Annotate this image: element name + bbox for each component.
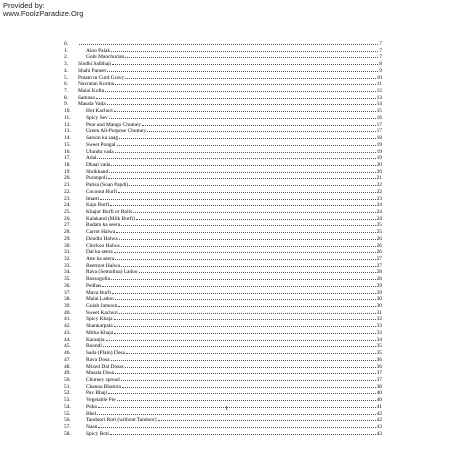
toc-dot-leader xyxy=(114,322,376,327)
toc-entry-page: 43 xyxy=(376,423,382,430)
toc-entry-number: 56. xyxy=(64,417,71,424)
toc-entry-number: 52. xyxy=(64,390,71,397)
toc-entry-title: Sweet Pongal xyxy=(86,141,116,148)
toc-dot-leader xyxy=(115,369,376,374)
toc-dot-leader xyxy=(119,235,376,240)
toc-entry-number: 3. xyxy=(64,61,69,68)
toc-dot-leader xyxy=(114,315,376,320)
toc-dot-leader xyxy=(111,356,376,361)
toc-entry-number: 24. xyxy=(64,202,71,209)
toc-dot-leader xyxy=(125,53,378,58)
toc-entry-page: 28 xyxy=(376,276,382,283)
toc-entry-page: 23 xyxy=(376,195,382,202)
toc-entry-number: 5. xyxy=(64,74,69,81)
toc-entry[interactable] xyxy=(64,289,382,296)
toc-entry[interactable] xyxy=(64,100,382,107)
toc-entry-title: Spicy Khaja xyxy=(86,316,113,323)
toc-entry-page: 35 xyxy=(376,343,382,350)
toc-entry-title: Boondi xyxy=(86,343,102,350)
toc-entry-page: 30 xyxy=(376,303,382,310)
toc-entry-page: 19 xyxy=(376,148,382,155)
toc-entry-number: 37. xyxy=(64,289,71,296)
toc-entry-title: Shrikhand xyxy=(86,168,109,175)
toc-entry[interactable] xyxy=(64,74,382,81)
toc-entry[interactable] xyxy=(64,87,382,94)
toc-entry-page: 42 xyxy=(376,417,382,424)
toc-dot-leader xyxy=(142,121,376,126)
toc-dot-leader xyxy=(121,242,376,247)
toc-entry[interactable] xyxy=(64,282,382,289)
toc-entry-number: 26. xyxy=(64,215,71,222)
toc-entry[interactable] xyxy=(64,60,382,67)
toc-dot-leader xyxy=(121,376,376,381)
toc-entry-title: Puranpoli xyxy=(86,175,107,182)
toc-entry-title: Pear and Mango Chutney xyxy=(86,121,141,128)
toc-entry-number: 16. xyxy=(64,148,71,155)
toc-entry-number: 8. xyxy=(64,94,69,101)
toc-entry-page: 30 xyxy=(376,296,382,303)
toc-dot-leader xyxy=(115,295,376,300)
toc-dot-leader xyxy=(110,201,375,206)
page-number: 1 xyxy=(225,406,228,412)
toc-entry[interactable] xyxy=(64,242,382,249)
toc-entry-page: 24 xyxy=(376,208,382,215)
toc-dot-leader xyxy=(133,208,375,213)
toc-entry-page: 18 xyxy=(376,135,382,142)
toc-entry-number: 25. xyxy=(64,208,71,215)
toc-entry[interactable] xyxy=(64,262,382,269)
toc-entry[interactable] xyxy=(64,47,382,54)
toc-entry[interactable] xyxy=(64,114,382,121)
toc-entry[interactable] xyxy=(64,356,382,363)
toc-entry-page: 38 xyxy=(376,383,382,390)
toc-dot-leader xyxy=(114,248,376,253)
toc-entry[interactable] xyxy=(64,228,382,235)
toc-entry-page: 20 xyxy=(376,168,382,175)
toc-entry-number: 1. xyxy=(64,47,69,54)
toc-entry[interactable] xyxy=(64,389,382,396)
toc-entry-page: 16 xyxy=(376,114,382,121)
toc-entry-number: 20. xyxy=(64,175,71,182)
toc-entry-number: 40. xyxy=(64,309,71,316)
toc-entry[interactable] xyxy=(64,174,382,181)
toc-dot-leader xyxy=(119,309,376,314)
toc-entry-title: Patisa (Soan Papdi) xyxy=(86,182,129,189)
toc-entry[interactable] xyxy=(64,148,382,155)
toc-entry-title: Dal ka seera xyxy=(86,249,113,256)
toc-entry-title: Dhaal vada xyxy=(86,161,111,168)
toc-entry-title: Badam ka seera xyxy=(86,222,121,229)
toc-entry-page: 28 xyxy=(376,269,382,276)
toc-dot-leader xyxy=(114,107,376,112)
toc-entry-title: Khajur Burfi or Rolls xyxy=(86,208,133,215)
toc-dot-leader xyxy=(107,100,376,105)
toc-dot-leader xyxy=(119,134,376,139)
toc-dot-leader xyxy=(96,94,376,99)
toc-entry-page: 37 xyxy=(376,370,382,377)
toc-entry-page: 29 xyxy=(376,282,382,289)
provided-by-header xyxy=(3,2,83,19)
toc-entry-title: Malai Kofta xyxy=(78,88,105,95)
toc-entry[interactable] xyxy=(64,322,382,329)
toc-entry-number: 41. xyxy=(64,316,71,323)
toc-entry[interactable] xyxy=(64,369,382,376)
toc-entry-page: 25 xyxy=(376,222,382,229)
toc-entry-number: 50. xyxy=(64,376,71,383)
toc-dot-leader xyxy=(98,423,375,428)
toc-entry[interactable] xyxy=(64,336,382,343)
toc-entry-title: Ulundu vada xyxy=(86,148,114,155)
toc-entry-number: 21. xyxy=(64,182,71,189)
toc-entry-number: 51. xyxy=(64,383,71,390)
toc-entry-number: 48. xyxy=(64,363,71,370)
toc-entry[interactable] xyxy=(64,154,382,161)
toc-dot-leader xyxy=(107,67,378,72)
toc-dot-leader xyxy=(109,114,376,119)
toc-entry-page: 9 xyxy=(379,67,382,74)
toc-entry-title: Spicy Roti xyxy=(86,430,109,437)
toc-entry-title: Mitha Khaja xyxy=(86,329,114,336)
toc-entry-title: Naan xyxy=(86,423,98,430)
toc-dot-leader xyxy=(125,74,375,79)
toc-entry-page: 11 xyxy=(376,81,382,88)
toc-entry-number: 9. xyxy=(64,101,69,108)
toc-entry-title: Mixed Dal Dosas xyxy=(86,363,124,370)
toc-entry[interactable] xyxy=(64,268,382,275)
toc-entry-number: 44. xyxy=(64,336,71,343)
toc-entry-title: Chutney spread xyxy=(86,376,120,383)
toc-entry[interactable] xyxy=(64,315,382,322)
toc-entry-page: 26 xyxy=(376,249,382,256)
toc-entry-page: 24 xyxy=(376,215,382,222)
toc-entry-number: 53. xyxy=(64,397,71,404)
toc-entry-page: 26 xyxy=(376,242,382,249)
toc-entry-page: 36 xyxy=(376,363,382,370)
toc-entry[interactable] xyxy=(64,235,382,242)
toc-entry-page: 27 xyxy=(376,262,382,269)
toc-entry-page: 19 xyxy=(376,155,382,162)
toc-dot-leader xyxy=(147,127,376,132)
toc-entry-page: 33 xyxy=(376,323,382,330)
toc-entry-title: Kalakand (Milk Burfi) xyxy=(86,215,135,222)
toc-entry-title: Kaju Burfi xyxy=(86,202,110,209)
toc-entry[interactable] xyxy=(64,416,382,423)
toc-entry[interactable] xyxy=(64,107,382,114)
toc-entry-number: 6. xyxy=(64,81,69,88)
toc-dot-leader xyxy=(115,80,376,85)
table-of-contents xyxy=(64,40,382,436)
toc-entry-page: 40 xyxy=(376,397,382,404)
toc-entry-page: 20 xyxy=(376,161,382,168)
toc-entry-number: 0. xyxy=(64,41,69,47)
toc-entry-page: 35 xyxy=(376,350,382,357)
toc-entry[interactable] xyxy=(64,342,382,349)
toc-entry-page: 17 xyxy=(376,128,382,135)
toc-entry-title: Chickoo Halwa xyxy=(86,242,120,249)
toc-entry-page: 34 xyxy=(376,336,382,343)
toc-entry-title: Sarson ka saag xyxy=(86,135,119,142)
toc-dot-leader xyxy=(111,275,376,280)
toc-entry-page: 31 xyxy=(376,309,382,316)
toc-entry-title: Hot Kachori xyxy=(86,108,113,115)
toc-dot-leader xyxy=(116,228,375,233)
toc-entry-title: Pav Bhaji xyxy=(86,390,108,397)
toc-entry[interactable] xyxy=(64,302,382,309)
website-link[interactable]: www.FoolzParadize.Org xyxy=(3,9,84,19)
toc-entry-page: 7 xyxy=(379,47,382,54)
toc-dot-leader xyxy=(111,161,375,166)
toc-entry-page: 40 xyxy=(376,390,382,397)
toc-dot-leader xyxy=(121,221,375,226)
toc-entry-page: 7 xyxy=(379,54,382,61)
toc-entry-number: 33. xyxy=(64,262,71,269)
toc-entry[interactable] xyxy=(64,168,382,175)
toc-entry-title: Coconut Burfi xyxy=(86,188,117,195)
toc-entry[interactable] xyxy=(64,255,382,262)
toc-entry[interactable] xyxy=(64,221,382,228)
toc-entry-page: 22 xyxy=(376,182,382,189)
toc-entry-number: 49. xyxy=(64,370,71,377)
provided-by-label: Provided by: xyxy=(3,1,45,10)
toc-entry-number: 34. xyxy=(64,269,71,276)
toc-dot-leader xyxy=(112,289,376,294)
toc-entry-title: Beetroot Halwa xyxy=(86,262,120,269)
toc-entry[interactable] xyxy=(64,275,382,282)
toc-entry-title: Aloo Palak xyxy=(86,47,111,54)
toc-entry-title: Bhel xyxy=(86,410,97,417)
toc-dot-leader xyxy=(118,188,376,193)
toc-entry-title: Gulab Jamoon xyxy=(86,303,118,310)
toc-entry-number: 46. xyxy=(64,350,71,357)
toc-dot-leader xyxy=(103,342,376,347)
toc-entry-page: 8 xyxy=(379,61,382,68)
toc-entry-number: 13. xyxy=(64,128,71,135)
toc-entry-number: 11. xyxy=(64,114,71,121)
toc-entry-number: 19. xyxy=(64,168,71,175)
toc-entry[interactable] xyxy=(64,181,382,188)
toc-entry-title: Navratan Korma xyxy=(78,81,115,88)
toc-entry[interactable] xyxy=(64,295,382,302)
toc-dot-leader xyxy=(122,383,376,388)
toc-entry-number: 38. xyxy=(64,296,71,303)
toc-entry-number: 4. xyxy=(64,67,69,74)
toc-entry-page: 15 xyxy=(376,108,382,115)
toc-entry-page: 14 xyxy=(376,101,382,108)
toc-entry-title: Sada (Plain) Dosa xyxy=(86,350,125,357)
toc-entry-title: Green All-Purpose Chutney xyxy=(86,128,146,135)
toc-dot-leader xyxy=(100,195,375,200)
toc-entry-title: Pedhas xyxy=(86,282,102,289)
toc-entry-page: 43 xyxy=(376,430,382,437)
toc-entry[interactable] xyxy=(64,127,382,134)
toc-entry-page: 29 xyxy=(376,289,382,296)
toc-entry[interactable] xyxy=(64,121,382,128)
toc-entry-title: Channa Bhatura xyxy=(86,383,121,390)
toc-dot-leader xyxy=(115,255,375,260)
toc-entry-title: Tandoori Roti (without Tandoor) xyxy=(86,417,157,424)
toc-dot-leader xyxy=(126,349,376,354)
toc-entry-page: 32 xyxy=(376,316,382,323)
toc-entry-title: Sweet Kachori xyxy=(86,309,118,316)
toc-dot-leader xyxy=(114,329,376,334)
toc-entry[interactable] xyxy=(64,248,382,255)
toc-dot-leader xyxy=(121,262,376,267)
toc-dot-leader xyxy=(108,389,375,394)
toc-entry-title: Adai xyxy=(86,155,97,162)
toc-dot-leader xyxy=(105,87,375,92)
toc-entry-number: 10. xyxy=(64,108,71,115)
toc-entry-number: 18. xyxy=(64,161,71,168)
toc-entry-page: 13 xyxy=(376,94,382,101)
toc-dot-leader xyxy=(111,47,378,52)
toc-dot-leader xyxy=(125,363,376,368)
toc-entry-title: Poha xyxy=(86,403,97,410)
toc-entry[interactable] xyxy=(64,80,382,87)
toc-entry-title: Rossogolla xyxy=(86,276,110,283)
toc-entry-title: Masala Vada xyxy=(78,101,106,108)
toc-entry-number: 36. xyxy=(64,282,71,289)
toc-entry-page: 22 xyxy=(376,188,382,195)
toc-entry[interactable] xyxy=(64,215,382,222)
toc-entry[interactable] xyxy=(64,201,382,208)
toc-dot-leader xyxy=(109,168,375,173)
toc-entry-title: Carrot Halwa xyxy=(86,229,116,236)
toc-entry-number: 28. xyxy=(64,229,71,236)
toc-entry-title: Atte ka seera xyxy=(86,256,115,262)
toc-entry-title: Shahi Paneer xyxy=(78,67,107,74)
toc-dot-leader xyxy=(102,282,375,287)
toc-entry[interactable] xyxy=(64,363,382,370)
toc-dot-leader xyxy=(117,396,376,401)
toc-entry-page: 17 xyxy=(376,121,382,128)
toc-entry-title: Sindhi Saibhaji xyxy=(78,61,112,68)
toc-entry-number: 58. xyxy=(64,430,71,437)
toc-dot-leader xyxy=(110,430,376,435)
toc-entry-title: Rava Dosa xyxy=(86,356,110,363)
toc-entry-title: Malai Ladoo xyxy=(86,296,114,303)
toc-entry-number: 2. xyxy=(64,54,69,61)
toc-entry-number: 30. xyxy=(64,242,71,249)
toc-entry-title: Shankarpala xyxy=(86,323,113,330)
toc-dot-leader xyxy=(118,302,375,307)
toc-entry[interactable] xyxy=(64,134,382,141)
toc-entry-page: 36 xyxy=(376,356,382,363)
toc-dot-leader xyxy=(115,148,376,153)
toc-entry[interactable] xyxy=(64,423,382,430)
toc-entry[interactable] xyxy=(64,349,382,356)
toc-dot-leader xyxy=(158,416,376,421)
toc-entry[interactable] xyxy=(64,161,382,168)
toc-entry-number: 23. xyxy=(64,195,71,202)
toc-entry-number: 12. xyxy=(64,121,71,128)
toc-entry-page: 42 xyxy=(376,410,382,417)
toc-dot-leader xyxy=(112,60,378,65)
toc-entry[interactable] xyxy=(64,40,382,47)
toc-entry[interactable] xyxy=(64,396,382,403)
toc-dot-leader xyxy=(129,181,375,186)
toc-entry[interactable] xyxy=(64,208,382,215)
toc-entry-page: 27 xyxy=(376,256,382,262)
toc-entry[interactable] xyxy=(64,383,382,390)
toc-entry-page: 10 xyxy=(376,74,382,81)
toc-dot-leader xyxy=(79,40,378,45)
toc-entry[interactable] xyxy=(64,376,382,383)
toc-entry-number: 32. xyxy=(64,256,71,262)
toc-entry-number: 35. xyxy=(64,276,71,283)
toc-entry-title: Doodhi Halwa xyxy=(86,235,118,242)
toc-entry-page: 24 xyxy=(376,202,382,209)
toc-entry[interactable] xyxy=(64,195,382,202)
toc-dot-leader xyxy=(108,174,376,179)
toc-entry-number: 42. xyxy=(64,323,71,330)
toc-entry-title: Gobi Manchurian xyxy=(86,54,125,61)
toc-entry-page: 26 xyxy=(376,235,382,242)
toc-entry-page: 37 xyxy=(376,376,382,383)
toc-entry-number: 14. xyxy=(64,135,71,142)
toc-entry-page: 12 xyxy=(376,88,382,95)
toc-entry-title: Imarti xyxy=(86,195,100,202)
toc-entry-number: 29. xyxy=(64,235,71,242)
toc-entry-number: 45. xyxy=(64,343,71,350)
toc-entry[interactable] xyxy=(64,53,382,60)
toc-entry-number: 43. xyxy=(64,329,71,336)
toc-entry[interactable] xyxy=(64,430,382,437)
toc-entry-number: 17. xyxy=(64,155,71,162)
toc-entry-page: 41 xyxy=(376,403,382,410)
toc-entry[interactable] xyxy=(64,141,382,148)
toc-entry-number: 31. xyxy=(64,249,71,256)
toc-entry-title: Rava (Semolina) Ladoo xyxy=(86,269,138,276)
toc-entry-title: Potato in Curd Gravy xyxy=(78,74,125,81)
toc-entry-title: Mava Burfi xyxy=(86,289,112,296)
toc-entry-page: 19 xyxy=(376,141,382,148)
toc-entry-number: 15. xyxy=(64,141,71,148)
toc-entry[interactable] xyxy=(64,309,382,316)
toc-entry-page: 7 xyxy=(379,41,382,47)
toc-entry-page: 33 xyxy=(376,329,382,336)
toc-dot-leader xyxy=(139,268,376,273)
toc-entry-title: Vegetable Pie xyxy=(86,397,116,404)
toc-entry[interactable] xyxy=(64,329,382,336)
toc-dot-leader xyxy=(117,141,376,146)
toc-entry-number: 27. xyxy=(64,222,71,229)
toc-entry-page: 21 xyxy=(376,175,382,182)
toc-entry-title: Spicy Sev xyxy=(86,114,108,121)
toc-dot-leader xyxy=(97,154,375,159)
toc-entry[interactable] xyxy=(64,94,382,101)
toc-entry-number: 54. xyxy=(64,403,71,410)
toc-entry-number: 7. xyxy=(64,88,69,95)
toc-entry-number: 39. xyxy=(64,303,71,310)
toc-entry-number: 22. xyxy=(64,188,71,195)
toc-dot-leader xyxy=(106,336,376,341)
toc-entry-number: 47. xyxy=(64,356,71,363)
toc-entry-title: Masala Dosa xyxy=(86,370,114,377)
toc-dot-leader xyxy=(136,215,376,220)
toc-entry-number: 55. xyxy=(64,410,71,417)
toc-entry[interactable] xyxy=(64,67,382,74)
toc-entry-title: Samosa xyxy=(78,94,95,101)
toc-entry-title: Karanjia xyxy=(86,336,105,343)
toc-entry-page: 25 xyxy=(376,229,382,236)
toc-entry-number: 57. xyxy=(64,423,71,430)
toc-entry[interactable] xyxy=(64,188,382,195)
